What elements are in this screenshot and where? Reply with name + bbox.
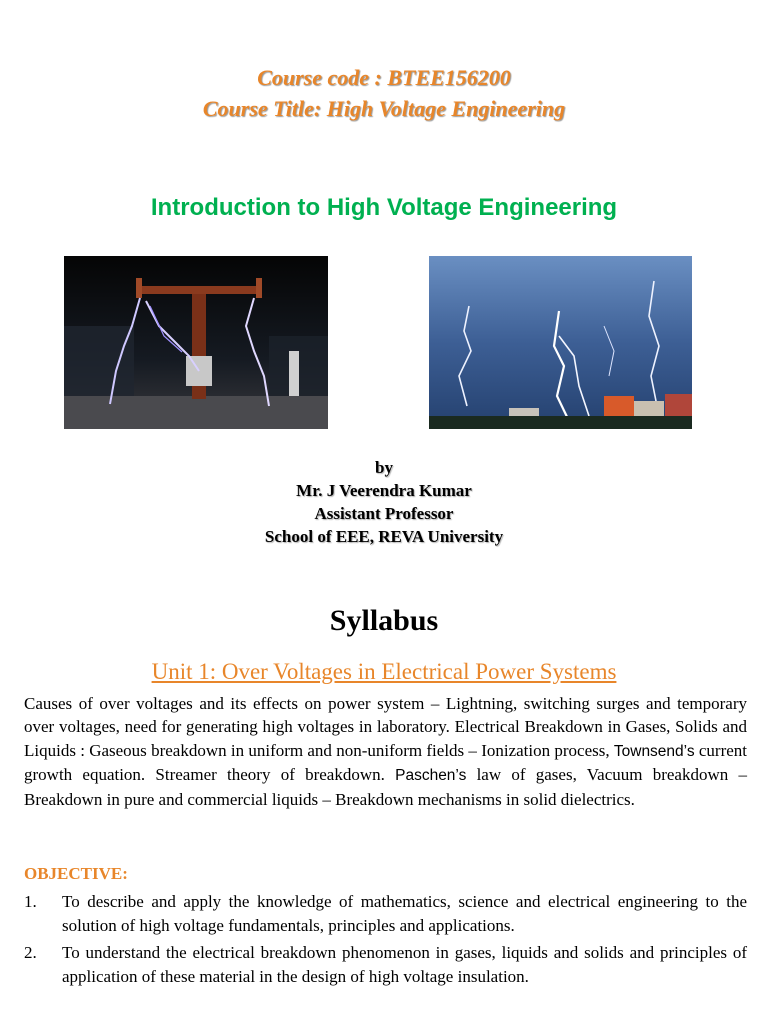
objective-item bbox=[24, 941, 747, 989]
unit-title: Unit 1: Over Voltages in Electrical Power Systems bbox=[151, 659, 617, 684]
author-block bbox=[0, 456, 768, 548]
unit-description bbox=[24, 692, 747, 811]
objective-list bbox=[24, 890, 747, 992]
objective-text: To describe and apply the knowledge of mathematics, science and electrical engineering to the solution of high voltage fundamentals, principles and applications. bbox=[62, 892, 747, 935]
unit-text-part3: law of gases, Vacuum breakdown –Breakdown in pure and commercial liquids – Breakdown mechanisms in solid dielectrics. bbox=[24, 765, 747, 809]
objective-number: 2. bbox=[24, 943, 37, 962]
course-code: Course code : BTEE156200 bbox=[257, 65, 511, 90]
author-by: by bbox=[375, 458, 393, 477]
objective-item bbox=[24, 890, 747, 938]
townsend-term: Townsend’s bbox=[613, 742, 695, 760]
course-header bbox=[0, 62, 768, 124]
author-designation: Assistant Professor bbox=[314, 504, 454, 523]
intro-title: Introduction to High Voltage Engineering bbox=[150, 194, 618, 221]
objective-heading: OBJECTIVE: bbox=[24, 864, 128, 883]
unit-text-part2: current growth equation. Streamer theory of breakdown. bbox=[24, 740, 747, 785]
objective-number: 1. bbox=[24, 892, 37, 911]
unit-text-part1: Causes of over voltages and its effects on power system – Lightning, switching surges and temporary over voltages, need for generating high voltages in laboratory. Electrical Breakdown in Gases, Solids and Liquids : Gaseous breakdown in uniform and non-uniform fields – Ionization process, bbox=[24, 694, 747, 760]
objective-text: To understand the electrical breakdown phenomenon in gases, liquids and solids and principles of application of these material in the design of high voltage insulation. bbox=[62, 943, 747, 986]
paschen-term: Paschen’s bbox=[395, 767, 467, 785]
high-voltage-lab-photo bbox=[64, 256, 328, 429]
author-affiliation: School of EEE, REVA University bbox=[264, 527, 504, 546]
author-name: Mr. J Veerendra Kumar bbox=[296, 481, 472, 500]
course-title: Course Title: High Voltage Engineering bbox=[202, 96, 566, 121]
lightning-storm-photo bbox=[429, 256, 692, 429]
syllabus-title: Syllabus bbox=[329, 604, 439, 637]
